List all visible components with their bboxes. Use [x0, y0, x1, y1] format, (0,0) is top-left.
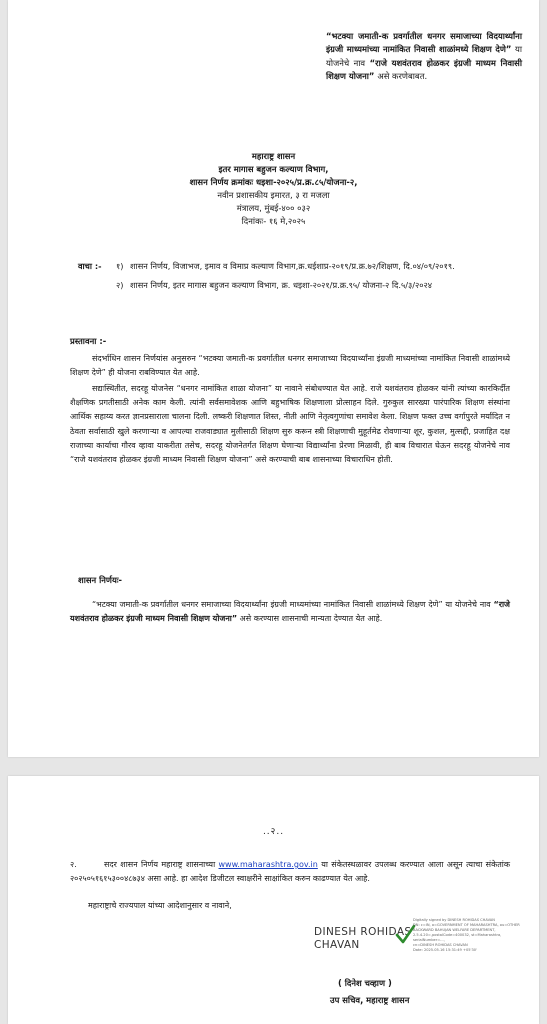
reference-text: शासन निर्णय, विजाभज, इमाव व विमाप्र कल्याण विभाग,क्र.धईशाप्र-२०१९/प्र.क्र.७२/शिक्षण, दि.०४/०९/२०१९.: [130, 261, 455, 271]
reference-item: [78, 260, 518, 273]
reference-num: २): [116, 280, 124, 290]
signature-detail-line: 2.5.4.20=,postalCode=400032, st=Maharashtra,: [413, 933, 502, 937]
subject-line-2-plain: या योजनेचे नाव: [326, 44, 523, 68]
paragraph-number: २.: [70, 860, 77, 869]
reference-num: १): [116, 261, 124, 271]
mantralaya-address: मंत्रालय, मुंबई-४०० ०३२: [236, 203, 311, 213]
reference-text: शासन निर्णय, इतर मागास बहुजन कल्याण विभाग, क्र. धइशा-२०२१/प्र.क्र.९५/ योजना-२ दि.५/३/२०२४: [130, 280, 433, 290]
signature-detail-line: serialNumber=...,: [413, 938, 445, 942]
signer-designation: उप सचिव, महाराष्ट्र शासन: [330, 995, 410, 1005]
signer-name-line-1: DINESH ROHIDAS: [314, 926, 412, 938]
signature-detail-line: Date: 2025.05.16 15:31:49 +05'30': [413, 948, 478, 952]
subject-block: [326, 30, 522, 84]
preamble-paragraph-2: [70, 382, 510, 467]
digital-signature-details: [413, 918, 533, 953]
gr-header: [8, 150, 539, 228]
website-paragraph: [70, 858, 510, 886]
gr-date: दिनांकः- १६ मे,२०२५: [241, 216, 306, 226]
document-page-2: [8, 776, 539, 1024]
signature-detail-line: DN: c=IN, o=GOVERNMENT OF MAHARASHTRA, ou=OTHER: [413, 923, 520, 927]
subject-line-3: असे करणेबाबत.: [377, 71, 428, 82]
website-text-b: या संकेतस्थळावर उपलब्ध करण्यात आला असून त्याचा संकेतांक २०२५०५१६१५३००४८७३४ असा आहे. हा आदेश डिजीटल स्वाक्षरीने साक्षांकित करुन काढण्यात येत आहे.: [70, 860, 510, 884]
building-address: नवीन प्रशासकीय इमारत, ३ रा मजला: [217, 190, 330, 200]
decision-heading: शासन निर्णयः-: [78, 575, 122, 585]
decision-text-b: असे करण्यास शासनाची मान्यता देण्यात येत आहे.: [239, 614, 383, 624]
website-text-a: सदर शासन निर्णय महाराष्ट्र शासनाच्या: [104, 860, 216, 869]
signer-name-line-2: CHAVAN: [314, 939, 360, 951]
decision-scheme-name: “राजे यशवंतराव होळकर इंग्रजी माध्यम निवासी शिक्षण योजना”: [70, 600, 510, 624]
signer-name-devanagari: ( दिनेश चव्हाण ): [338, 978, 392, 988]
signature-detail-line: cn=DINESH ROHIDAS CHAVAN: [413, 943, 468, 947]
references-label: वाचा :-: [78, 261, 102, 271]
signature-detail-line: BACKWARD BAHUJAN WELFARE DEPARTMENT,: [413, 928, 496, 932]
govt-title: महाराष्ट्र शासन: [251, 151, 296, 161]
references-block: [78, 260, 518, 292]
subject-line-2-bold: “राजे यशवंतराव होळकर इंग्रजी माध्यम निवासी शिक्षण योजना”: [326, 57, 523, 82]
decision-text-a: “भटक्या जमाती-क प्रवर्गातील धनगर समाजाच्या विदयार्थ्यांना इंग्रजी माध्यमांच्या नामांकित निवासी शाळांमध्ये शिक्षण देणे” या योजनेचे नाव: [92, 600, 491, 609]
page-marker: ..२..: [262, 827, 285, 837]
reference-item: [78, 279, 518, 292]
gr-number: शासन निर्णय क्रमांकः धइशा-२०२५/प्र.क्र.८५/योजना-२,: [189, 177, 358, 187]
department-title: इतर मागास बहुजन कल्याण विभाग,: [218, 164, 329, 174]
signature-detail-line: Digitally signed by DINESH ROHIDAS CHAVAN: [413, 918, 495, 922]
maharashtra-gov-link[interactable]: www.maharashtra.gov.in: [218, 860, 318, 869]
document-page-1: [8, 0, 539, 757]
preamble-text-1: संदर्भाधिन शासन निर्णयांस अनुसरुन “भटक्या जमाती-क प्रवर्गातील धनगर समाजाच्या विदयार्थ्यांना इंग्रजी माध्यमांच्या नामांकित निवासी शाळांमध्ये शिक्षण देणे” ही योजना राबविण्यात येत आहे.: [70, 354, 510, 378]
decision-paragraph: [70, 598, 510, 626]
subject-line-1: “भटक्या जमाती-क प्रवर्गातील धनगर समाजाच्या विदयार्थ्यांना इंग्रजी माध्यमांच्या नामांकित निवासी शाळांमध्ये शिक्षण देणे”: [326, 31, 522, 55]
governor-order-line: महाराष्ट्राचे राज्यपाल यांच्या आदेशानुसार व नावाने,: [88, 901, 232, 910]
preamble-heading: प्रस्तावना :-: [70, 336, 107, 346]
preamble-text-2: सद्यःस्थितीत, सदरहू योजनेस “धनगर नामांकित शाळा योजना” या नावाने संबोधण्यात येत आहे. राजे यशवंतराव होळकर यांनी त्यांच्या कारकिर्दीत शैक्षणिक प्रगतीसाठी अनेक काम केली. त्यांनी सर्वसमावेशक आणि बहुभाषिक शिक्षणाला प्रोत्साहन दिले. गुरुकुल सारख्या पारंपारिक शिक्षण संस्थांना आर्थिक सहाय्य करत ज्ञानप्रसाराला चालना दिली. लष्करी शिक्षणात शिस्त, नीती आणि नेतृत्वगुणांचा समावेश केला. शिक्षण फक्त उच्च वर्गापुरते मर्यादित न ठेवता सर्वासाठी खुले करणाऱ्या व आपल्या राजवाड्यात मुलीसाठी शिक्षण सुरु करून स्त्री शिक्षणाची मुहूर्तमेढ रोवणाऱ्या शूर, कुशल, मुत्सद्दी, प्रजाहित दक्ष राजाच्या कार्याचा गौरव व्हावा याकरीता तसेच, सदरहू योजनेतर्गत शिक्षण घेणाऱ्या विद्यार्थ्यांना प्रेरणा मिळावी, ही बाब विचारात घेऊन सदरहू योजनेचे नाव “राजे यशवंतराव होळकर इंग्रजी माध्यम निवासी शिक्षण योजना” असे करण्याची बाब शासनाच्या विचाराधिन होती.: [70, 384, 510, 465]
preamble-paragraph-1: [70, 352, 510, 380]
